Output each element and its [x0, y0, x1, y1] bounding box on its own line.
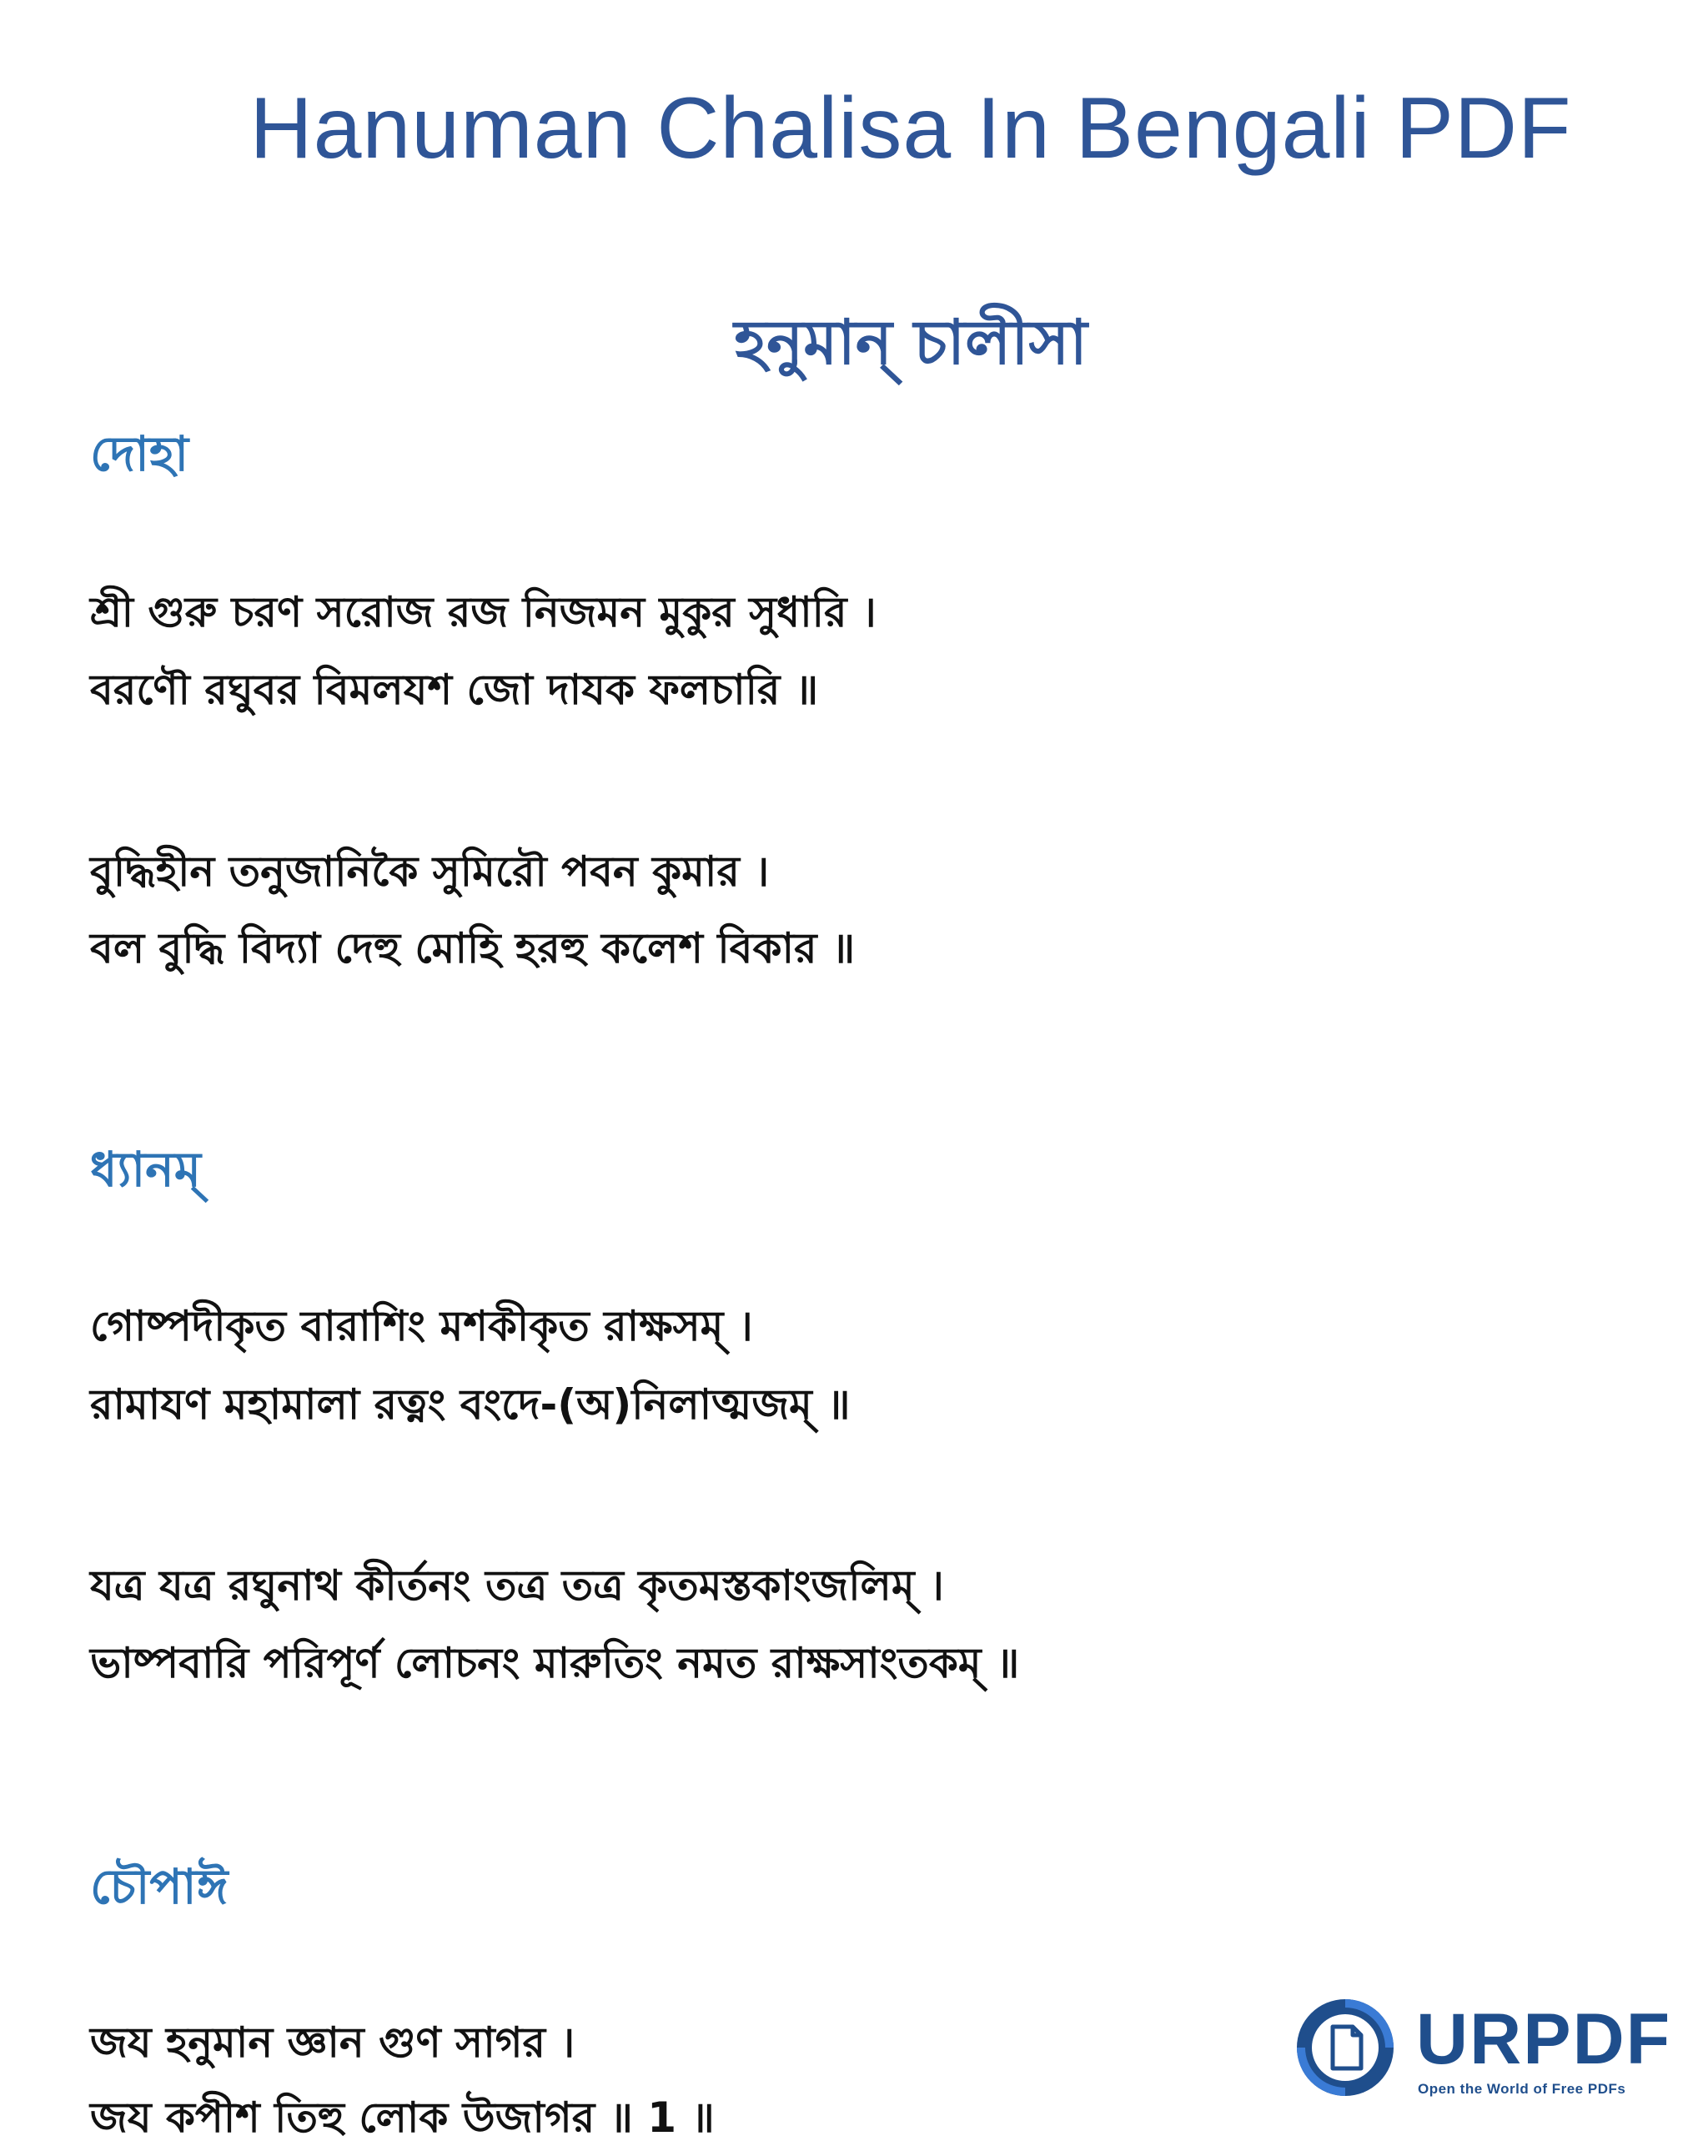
verse-line: ভাষ্পবারি পরিপূর্ণ লোচনং মারুতিং নমত রাক্ষসাংতকম্ ॥: [90, 1639, 1020, 1687]
verse-line: রামাযণ মহামালা রত্নং বংদে-(অ)নিলাত্মজম্ ॥: [90, 1380, 851, 1429]
document-icon: [1293, 1995, 1398, 2100]
verse-line: গোষ্পদীকৃত বারাশিং মশকীকৃত রাক্ষসম্ ।: [90, 1302, 753, 1350]
verse-line: বুদ্ধিহীন তনুজানিকৈ সুমিরৌ পবন কুমার ।: [90, 847, 770, 896]
urpdf-logo[interactable]: [1293, 1995, 1672, 2108]
bengali-title: হনুমান্ চালীসা: [734, 307, 1088, 379]
verse-line: বরণৌ রঘুবর বিমলযশ জো দাযক ফলচারি ॥: [90, 666, 819, 714]
logo-tagline: Open the World of Free PDFs: [1418, 2081, 1626, 2097]
section-heading-dhyanam: ধ্যানম্: [90, 1141, 201, 1198]
verse-line: শ্রী গুরু চরণ সরোজ রজ নিজমন মুকুর সুধারি ।: [90, 588, 877, 636]
verse-line: জয কপীশ তিহু লোক উজাগর ॥ 1 ॥: [90, 2093, 715, 2142]
page-title: Hanuman Chalisa In Bengali PDF: [249, 80, 1572, 177]
verse-line: যত্র যত্র রঘুনাথ কীর্তনং তত্র তত্র কৃতমস্তকাংজলিম্ ।: [90, 1561, 944, 1610]
section-heading-doha: দোহা: [90, 425, 189, 482]
verse-line: বল বুদ্ধি বিদ্যা দেহু মোহি হরহু কলেশ বিকার ॥: [90, 924, 856, 972]
verse-line: জয হনুমান জ্ঞান গুণ সাগর ।: [90, 2018, 575, 2067]
section-heading-chaupai: চৌপাঈ: [90, 1858, 229, 1915]
logo-text: URPDF: [1416, 1999, 1672, 2079]
